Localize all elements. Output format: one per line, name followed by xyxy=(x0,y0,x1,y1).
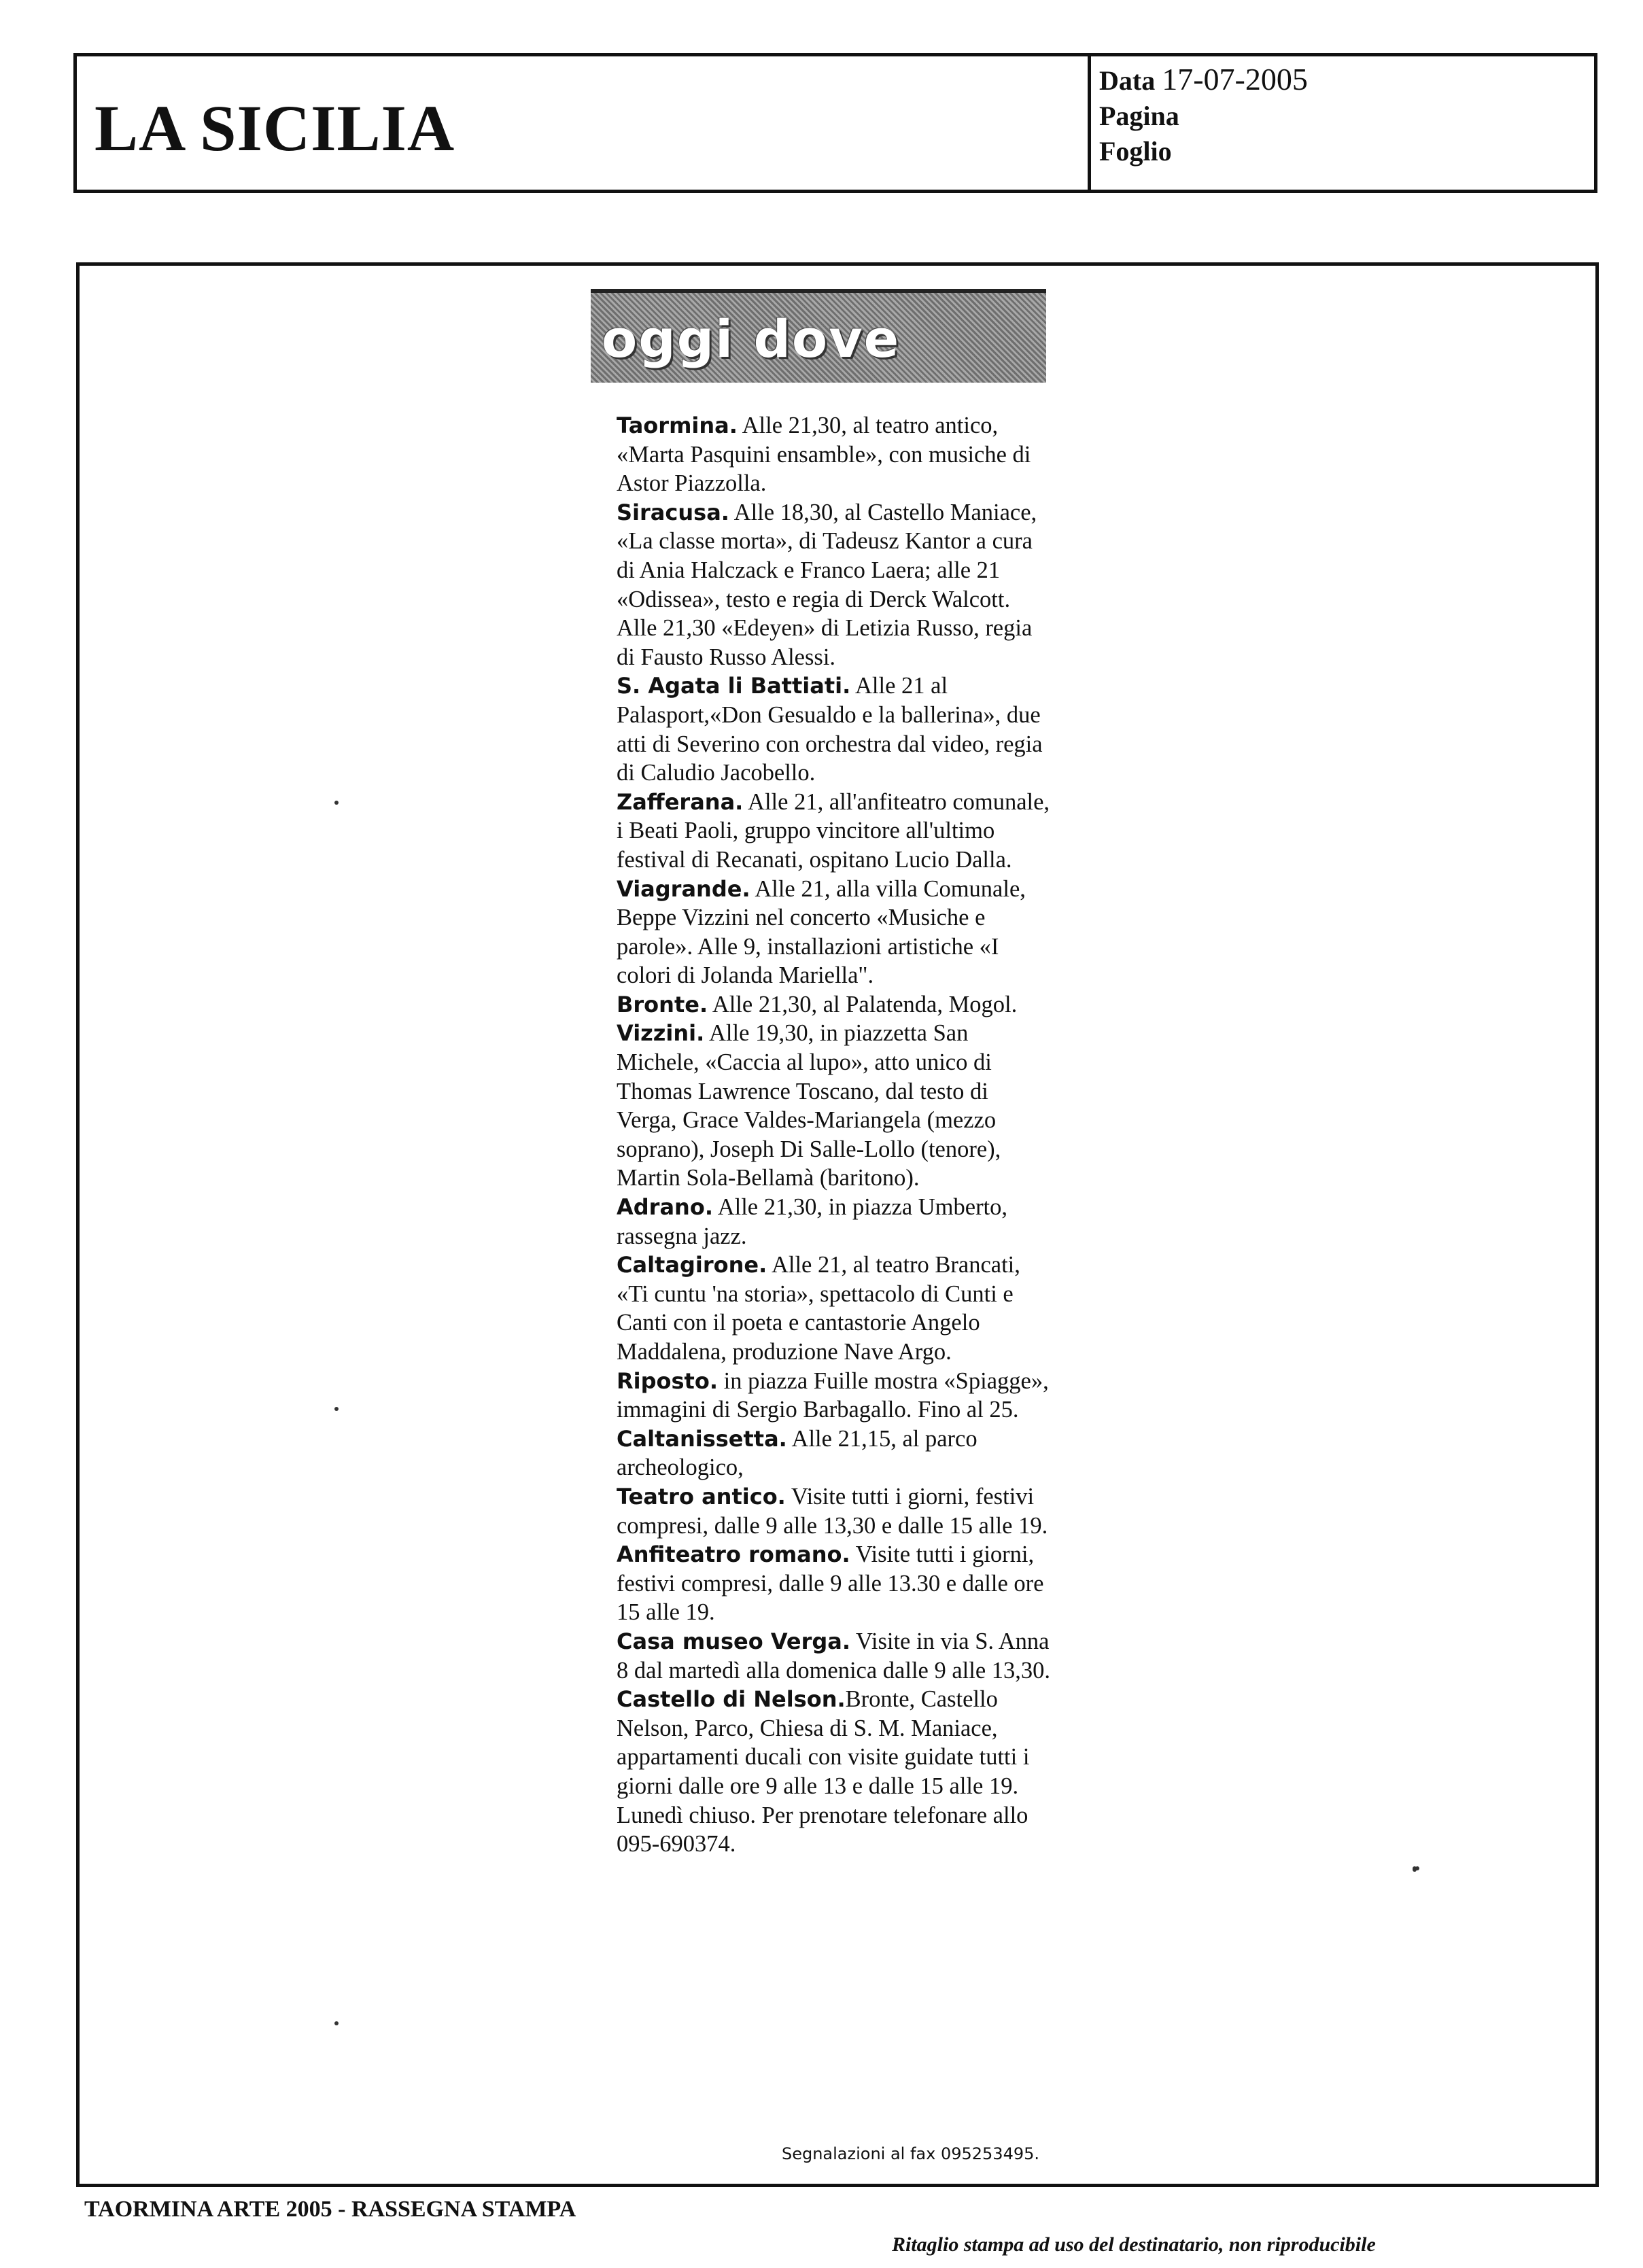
listing-entry xyxy=(617,1193,1052,1251)
listing-entry xyxy=(617,1425,1052,1482)
listing-text: Alle 21,30, in piazza Umberto, rassegna jazz. xyxy=(617,1194,1008,1249)
listing-place: Adrano. xyxy=(617,1194,713,1221)
listing-entry xyxy=(617,498,1052,672)
scan-speck xyxy=(334,1407,339,1411)
listing-place: Siracusa. xyxy=(617,499,729,525)
listing-text: Alle 21,30, al teatro antico, «Marta Pasquini ensamble», con musiche di Astor Piazzolla. xyxy=(617,413,1031,497)
listing-place: Viagrande. xyxy=(617,875,750,902)
listing-place: Anfiteatro romano. xyxy=(617,1541,850,1568)
page-row xyxy=(1099,99,1308,134)
scan-speck xyxy=(1415,1866,1419,1870)
scan-speck xyxy=(334,801,339,805)
listing-entry xyxy=(617,1019,1052,1193)
listing-entry xyxy=(617,788,1052,875)
section-banner xyxy=(591,289,1046,383)
listing-place: Bronte. xyxy=(617,991,708,1017)
listing-text: Alle 19,30, in piazzetta San Michele, «Caccia al lupo», atto unico di Thomas Lawrence Toscano, dal testo di Verga, Grace Valdes-Mariangela (mezzo soprano), Joseph Di Salle-Lollo (tenore), Martin Sola-Bellamà (baritono). xyxy=(617,1020,1001,1191)
sheet-label: Foglio xyxy=(1099,136,1172,167)
listing-entry xyxy=(617,1367,1052,1425)
scan-speck xyxy=(334,2021,339,2025)
section-banner-title: oggi dove xyxy=(602,309,901,369)
listing-text: Alle 21,15, al parco archeologico, xyxy=(617,1425,978,1481)
footer-press-review: TAORMINA ARTE 2005 - RASSEGNA STAMPA xyxy=(84,2197,576,2222)
listing-text: Alle 21, all'anfiteatro comunale, i Beati Paoli, gruppo vincitore all'ultimo festival di Recanati, ospitano Lucio Dalla. xyxy=(617,788,1050,873)
masthead-divider xyxy=(1088,56,1091,190)
footer-copyright-note: Ritaglio stampa ad uso del destinatario, non riproducibile xyxy=(892,2233,1376,2256)
listing-entry xyxy=(617,1251,1052,1366)
newspaper-title: LA SICILIA xyxy=(94,92,455,164)
page-label: Pagina xyxy=(1099,101,1179,131)
listing-place: Casa museo Verga. xyxy=(617,1628,851,1654)
listing-place: S. Agata li Battiati. xyxy=(617,673,851,699)
listing-text: Alle 18,30, al Castello Maniace, «La classe morta», di Tadeusz Kantor a cura di Ania Halczack e Franco Laera; alle 21 «Odissea», testo e regia di Derck Walcott. Alle 21,30 «Edeyen» di Letizia Russo, regia di Fausto Russo Alessi. xyxy=(617,499,1037,670)
date-label: Data xyxy=(1099,65,1156,96)
listing-entry xyxy=(617,1482,1052,1540)
listing-entry xyxy=(617,671,1052,787)
listing-text: Alle 21, alla villa Comunale, Beppe Vizzini nel concerto «Musiche e parole». Alle 9, installazioni artistiche «I colori di Jolanda Mariella". xyxy=(617,875,1026,989)
listing-place: Riposto. xyxy=(617,1367,718,1394)
event-listings xyxy=(617,411,1052,1859)
date-value: 17-07-2005 xyxy=(1162,62,1308,97)
listing-text: Bronte, Castello Nelson, Parco, Chiesa di S. M. Maniace, appartamenti ducali con visite guidate tutti i giorni dalle ore 9 alle 13 e dalle 15 alle 19. Lunedì chiuso. Per prenotare telefonare allo 095-690374. xyxy=(617,1686,1030,1857)
masthead-box xyxy=(73,53,1597,193)
listing-entry xyxy=(617,990,1052,1019)
listing-entry xyxy=(617,1627,1052,1685)
listing-entry xyxy=(617,1540,1052,1627)
listing-text: Visite in via S. Anna 8 dal martedì alla domenica dalle 9 alle 13,30. xyxy=(617,1628,1051,1683)
listing-place: Vizzini. xyxy=(617,1020,705,1047)
listing-text: in piazza Fuille mostra «Spiagge», immagini di Sergio Barbagallo. Fino al 25. xyxy=(617,1367,1049,1423)
masthead-meta xyxy=(1099,62,1308,169)
article-clipping xyxy=(76,262,1599,2187)
date-row xyxy=(1099,62,1308,99)
listing-place: Taormina. xyxy=(617,413,738,438)
listing-entry xyxy=(617,875,1052,990)
listing-text: Alle 21 al Palasport,«Don Gesualdo e la ballerina», due atti di Severino con orchestra dal video, regia di Caludio Jacobello. xyxy=(617,673,1043,786)
listing-place: Zafferana. xyxy=(617,788,744,815)
listing-place: Caltanissetta. xyxy=(617,1425,787,1452)
listing-entry xyxy=(617,411,1052,498)
listing-text: Visite tutti i giorni, festivi compresi, dalle 9 alle 13.30 e dalle ore 15 alle 19. xyxy=(617,1541,1044,1626)
fax-note: Segnalazioni al fax 095253495. xyxy=(781,2144,1039,2163)
listing-place: Caltagirone. xyxy=(617,1252,767,1278)
listing-text: Alle 21,30, al Palatenda, Mogol. xyxy=(708,991,1018,1017)
sheet-row xyxy=(1099,134,1308,169)
listing-place: Castello di Nelson. xyxy=(617,1686,846,1713)
listing-entry xyxy=(617,1685,1052,1859)
listing-text: Visite tutti i giorni, festivi compresi, dalle 9 alle 13,30 e dalle 15 alle 19. xyxy=(617,1483,1048,1539)
listing-text: Alle 21, al teatro Brancati, «Ti cuntu 'na storia», spettacolo di Cunti e Canti con il poeta e cantastorie Angelo Maddalena, produzione Nave Argo. xyxy=(617,1252,1020,1365)
listing-place: Teatro antico. xyxy=(617,1483,786,1510)
